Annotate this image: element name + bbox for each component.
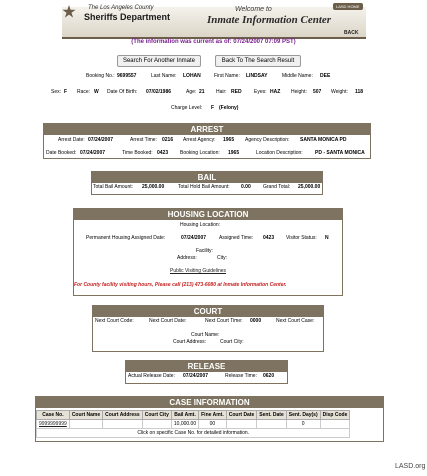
total-bail-label: Total Bail Amount: <box>93 184 134 190</box>
col-court-date: Court Date <box>226 411 257 420</box>
charge-desc: (Felony) <box>219 105 239 111</box>
search-another-button[interactable]: Search For Another Inmate <box>117 55 201 67</box>
assigned-time: 0423 <box>263 235 275 241</box>
release-date: 07/24/2007 <box>183 373 209 379</box>
eyes: HAZ <box>270 89 281 95</box>
booking-no: 9699557 <box>117 73 137 79</box>
arrest-time: 0216 <box>162 137 174 143</box>
col-fine-amt: Fine Amt. <box>199 411 227 420</box>
sex-label: Sex: <box>51 89 62 95</box>
case-table <box>36 410 350 438</box>
age-label: Age: <box>186 89 197 95</box>
case-note-row <box>37 429 350 438</box>
case-header: CASE INFORMATION <box>36 397 383 408</box>
housing-header: HOUSING LOCATION <box>74 209 342 220</box>
release-section <box>125 360 288 384</box>
cell-disp-code <box>320 420 350 429</box>
table-row <box>37 420 350 429</box>
sex: F <box>64 89 68 95</box>
release-header: RELEASE <box>126 361 287 372</box>
case-note: Click on specific Case No. for detailed information. <box>37 429 350 438</box>
arrest-header: ARREST <box>44 124 370 135</box>
timestamp: (The information was current as of: 07/24/2007 07:09 PST) <box>131 39 296 45</box>
hair: RED <box>231 89 242 95</box>
cell-fine-amt: 00 <box>199 420 227 429</box>
weight: 118 <box>355 89 364 95</box>
col-disp-code: Disp Code <box>320 411 350 420</box>
grand-total-label: Grand Total: <box>263 184 291 190</box>
perm-date-label: Permanent Housing Assigned Date: <box>86 235 166 241</box>
back-link[interactable]: BACK <box>344 30 359 36</box>
location-desc: PD - SANTA MONICA <box>315 150 365 156</box>
facility-label: Facility: <box>196 248 213 254</box>
arrest-agency: 1965 <box>223 137 235 143</box>
date-booked: 07/24/2007 <box>80 150 106 156</box>
arrest-date-label: Arrest Date: <box>58 137 85 143</box>
charge-level-label: Charge Level: <box>171 105 203 111</box>
case-no-link[interactable]: 9999999999 <box>37 420 70 429</box>
footer-lasd-org: LASD.org <box>395 463 426 470</box>
court-name-label: Court Name: <box>191 332 220 338</box>
date-booked-label: Date Booked: <box>46 150 77 156</box>
dob-label: Date Of Birth: <box>107 89 138 95</box>
cell-sent-days: 0 <box>286 420 320 429</box>
agency-desc-label: Agency Description: <box>245 137 290 143</box>
middle-name-label: Middle Name: <box>282 73 313 79</box>
col-bail-amt: Bail Amt. <box>171 411 198 420</box>
col-court-city: Court City <box>142 411 171 420</box>
release-date-label: Actual Release Date: <box>128 373 175 379</box>
visitor-status: N <box>325 235 329 241</box>
next-court-case-label: Next Court Case: <box>276 318 315 324</box>
bail-header: BAIL <box>92 172 322 183</box>
perm-date: 07/24/2007 <box>181 235 207 241</box>
arrest-agency-label: Arrest Agency: <box>183 137 216 143</box>
middle-name: DEE <box>320 73 331 79</box>
release-time-label: Release Time: <box>225 373 257 379</box>
col-court-name: Court Name <box>69 411 102 420</box>
dob: 07/02/1986 <box>146 89 172 95</box>
last-name: LOHAN <box>183 73 201 79</box>
col-court-address: Court Address <box>103 411 143 420</box>
height: 507 <box>313 89 322 95</box>
time-booked: 0423 <box>157 150 169 156</box>
bail-section <box>91 171 323 195</box>
visiting-guidelines-link[interactable]: Public Visiting Guidelines <box>170 268 227 274</box>
visiting-notice: For County facility visiting hours, Please call (213) 473-6080 at Inmate Information Center. <box>74 282 287 288</box>
race-label: Race: <box>77 89 91 95</box>
dept-title: Sheriffs Department <box>84 12 171 22</box>
height-label: Height: <box>291 89 307 95</box>
visitor-status-label: Visitor Status: <box>286 235 317 241</box>
next-court-time: 0000 <box>250 318 262 324</box>
time-booked-label: Time Booked: <box>122 150 153 156</box>
hold-bail: 0.00 <box>241 184 251 190</box>
lasd-home-button[interactable]: LASD HOME <box>333 3 363 10</box>
housing-location-label: Housing Location: <box>180 222 221 228</box>
total-bail: 25,000.00 <box>142 184 165 190</box>
age: 21 <box>199 89 205 95</box>
cell-court-date <box>226 420 257 429</box>
agency-desc: SANTA MONICA PD <box>300 137 347 143</box>
release-time: 0620 <box>263 373 275 379</box>
cell-court-name <box>69 420 102 429</box>
location-desc-label: Location Description: <box>256 150 303 156</box>
booking-no-label: Booking No.: <box>86 73 115 79</box>
assigned-time-label: Assigned Time: <box>219 235 254 241</box>
back-search-button[interactable]: Back To The Search Result <box>215 55 301 67</box>
cell-court-city <box>142 420 171 429</box>
court-city-label: Court City: <box>220 339 244 345</box>
weight-label: Weight: <box>331 89 348 95</box>
booking-location: 1965 <box>228 150 240 156</box>
hair-label: Hair: <box>216 89 227 95</box>
next-court-date-label: Next Court Date: <box>149 318 187 324</box>
charge-level: F <box>211 105 215 111</box>
next-court-time-label: Next Court Time: <box>205 318 243 324</box>
col-sent-date: Sent. Date <box>257 411 286 420</box>
grand-total: 25,000.00 <box>298 184 321 190</box>
welcome-text: Welcome to <box>235 6 272 13</box>
sheriff-star-icon <box>62 5 76 19</box>
page-title: Inmate Information Center <box>207 14 332 26</box>
court-section <box>92 305 324 352</box>
arrest-time-label: Arrest Time: <box>130 137 157 143</box>
dept-subtitle: The Los Angeles County <box>88 5 154 11</box>
last-name-label: Last Name: <box>151 73 177 79</box>
col-sent-days: Sent. Day(s) <box>286 411 320 420</box>
cell-sent-date <box>257 420 286 429</box>
race: W <box>94 89 99 95</box>
cell-court-address <box>103 420 143 429</box>
case-table-header <box>37 411 350 420</box>
col-case-no: Case No. <box>37 411 70 420</box>
next-court-code-label: Next Court Code: <box>95 318 134 324</box>
eyes-label: Eyes: <box>254 89 267 95</box>
court-header: COURT <box>93 306 323 317</box>
booking-location-label: Booking Location: <box>180 150 220 156</box>
city-label: City: <box>217 255 227 261</box>
first-name-label: First Name: <box>214 73 240 79</box>
hold-bail-label: Total Hold Bail Amount: <box>178 184 230 190</box>
address-label: Address: <box>177 255 197 261</box>
first-name: LINDSAY <box>246 73 268 79</box>
court-address-label: Court Address: <box>173 339 207 345</box>
arrest-date: 07/24/2007 <box>88 137 114 143</box>
cell-bail-amt: 10,000.00 <box>171 420 198 429</box>
